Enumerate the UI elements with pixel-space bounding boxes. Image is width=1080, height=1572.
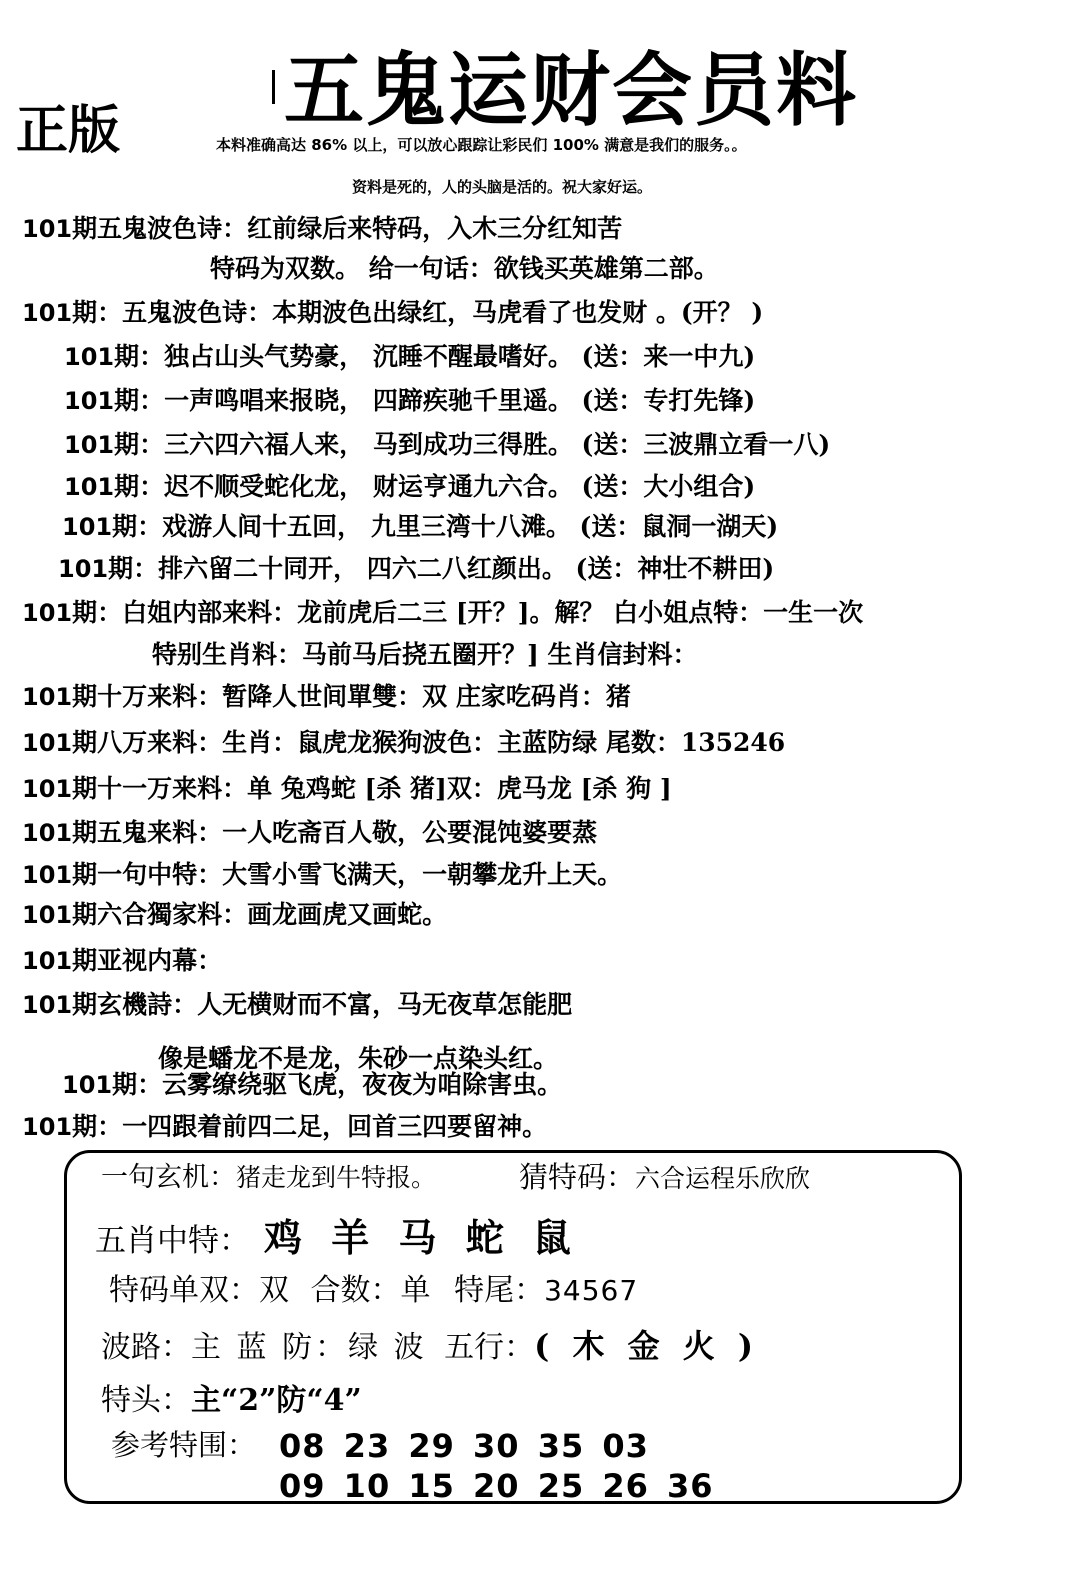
issue-number: 101 <box>22 947 73 975</box>
subtitle-luck: 资料是死的，人的头脑是活的。祝大家好运。 <box>352 178 653 196</box>
wuxing-label: 五行： <box>444 1330 535 1365</box>
danshuang-text: 双 <box>259 1273 289 1308</box>
line-text: 期：一声鸣唱来报晓， 四蹄疾驰千里遥。 (送：专打先锋) <box>114 386 756 415</box>
bolu-text: 主 蓝 防：绿 波 <box>191 1330 427 1365</box>
five-zodiac-text: 鸡 羊 马 蛇 鼠 <box>264 1215 579 1260</box>
line-10 <box>22 598 863 628</box>
bolu-label: 波路： <box>101 1330 191 1365</box>
line-text: 期十万来料：暂降人世间單雙：双 庄家吃码肖：猪 <box>72 682 631 711</box>
line-2 <box>210 254 719 284</box>
guess-text: 六合运程乐欣欣 <box>635 1164 811 1193</box>
bolu-row <box>101 1321 759 1367</box>
line-5 <box>64 386 755 416</box>
issue-number: 101 <box>22 599 73 627</box>
line-17 <box>22 900 447 930</box>
issue-number: 101 <box>64 343 115 371</box>
line-text: 期：云雾缭绕驱飞虎，夜夜为咱除害虫。 <box>112 1070 563 1099</box>
line-16 <box>22 860 622 890</box>
line-3 <box>22 298 763 328</box>
line-text: 期玄機詩：人无横财而不富，马无夜草怎能肥 <box>72 990 573 1019</box>
line-text: 期十一万来料：单 兔鸡蛇 [杀 猪]双：虎马龙 [杀 狗 ] <box>72 774 672 803</box>
subtitle-accuracy: 本料准确高达 86% 以上，可以放心跟踪让彩民们 100% 满意是我们的服务。。 <box>216 136 747 154</box>
xuanji-text: 猪走龙到牛特报。 <box>236 1163 437 1192</box>
line-14 <box>22 774 672 804</box>
line-text: 期：白姐内部来料：龙前虎后二三 [开？]。解？ 白小姐点特：一生一次 <box>72 598 864 627</box>
issue-number: 101 <box>22 683 73 711</box>
issue-number: 101 <box>64 431 115 459</box>
five-zodiac-label: 五肖中特： <box>95 1223 250 1259</box>
summary-box <box>64 1150 962 1504</box>
tetou-text: 主“2”防“4” <box>191 1383 362 1418</box>
ref-row-2: 09 10 15 20 25 26 36 <box>279 1467 714 1505</box>
ref-row-1: 08 23 29 30 35 03 <box>279 1427 649 1465</box>
issue-number: 101 <box>22 861 73 889</box>
line-22 <box>22 1112 547 1142</box>
line-15 <box>22 818 597 848</box>
line-7 <box>64 472 755 502</box>
issue-number: 101 <box>22 991 73 1019</box>
line-text: 期：一四跟着前四二足，回首三四要留神。 <box>72 1112 548 1141</box>
issue-number: 101 <box>22 215 73 243</box>
heshu-label: 合数： <box>310 1273 401 1308</box>
line-19 <box>22 990 572 1020</box>
line-text: 期：排六留二十同开， 四六二八红颜出。 (送：神壮不耕田) <box>108 554 775 583</box>
tetou-row <box>101 1375 362 1419</box>
line-6 <box>64 430 830 460</box>
line-8 <box>62 512 778 542</box>
line-9 <box>58 554 774 584</box>
xuanji-row <box>101 1155 436 1194</box>
line-text: 期：迟不顺受蛇化龙， 财运亨通九六合。 (送：大小组合) <box>114 472 756 501</box>
issue-number: 101 <box>22 901 73 929</box>
issue-number: 101 <box>62 513 113 541</box>
line-text: 期八万来料：生肖：鼠虎龙猴狗波色：主蓝防绿 尾数：135246 <box>72 728 786 757</box>
line-text: 期五鬼波色诗：红前绿后来特码，入木三分红知苦 <box>72 214 623 243</box>
line-12 <box>22 682 631 712</box>
five-zodiac-row <box>95 1207 579 1262</box>
line-11 <box>152 640 698 670</box>
line-21 <box>62 1070 562 1100</box>
line-text: 特别生肖料：马前马后挠五圈开？] 生肖信封料： <box>152 640 698 669</box>
issue-number: 101 <box>22 819 73 847</box>
special-number-row <box>109 1265 638 1309</box>
line-text: 期六合獨家料：画龙画虎又画蛇。 <box>72 900 448 929</box>
line-text: 期亚视内幕： <box>72 946 223 975</box>
title-bar-mark <box>272 70 275 104</box>
issue-number: 101 <box>22 775 73 803</box>
line-text: 特码为双数。 给一句话：欲钱买英雄第二部。 <box>210 254 719 283</box>
page-title: 五鬼运财会员料 <box>284 44 858 137</box>
line-text: 期：五鬼波色诗：本期波色出绿红，马虎看了也发财 。(开？ ) <box>72 298 764 327</box>
line-4 <box>64 342 755 372</box>
issue-number: 101 <box>22 299 73 327</box>
issue-number: 101 <box>64 387 115 415</box>
issue-number: 101 <box>22 1113 73 1141</box>
heshu-text: 单 <box>400 1273 431 1308</box>
line-text: 像是蟠龙不是龙，朱砂一点染头红。 <box>158 1044 559 1073</box>
line-text: 期五鬼来料：一人吃斋百人敬，公要混饨婆要蒸 <box>72 818 598 847</box>
guess-label: 猜特码： <box>519 1160 636 1194</box>
issue-number: 101 <box>64 473 115 501</box>
ref-label: 参考特围： <box>111 1428 257 1462</box>
tewei-text: 34567 <box>544 1274 639 1307</box>
line-13 <box>22 728 785 758</box>
zhengban-badge: 正版 <box>16 101 121 161</box>
guess-row <box>519 1155 810 1196</box>
tewei-label: 特尾： <box>454 1273 545 1308</box>
line-text: 期：戏游人间十五回， 九里三湾十八滩。 (送：鼠洞一湖天) <box>112 512 779 541</box>
line-text: 期：独占山头气势豪， 沉睡不醒最嗜好。 (送：来一中九) <box>114 342 756 371</box>
danshuang-label: 特码单双： <box>109 1273 259 1308</box>
line-1 <box>22 214 622 244</box>
issue-number: 101 <box>22 729 73 757</box>
wuxing-text: ( 木 金 火 ) <box>534 1327 760 1365</box>
line-text: 期一句中特：大雪小雪飞满天，一朝攀龙升上天。 <box>72 860 623 889</box>
issue-number: 101 <box>62 1071 113 1099</box>
line-text: 期：三六四六福人来， 马到成功三得胜。 (送：三波鼎立看一八) <box>114 430 831 459</box>
line-18 <box>22 946 222 976</box>
tetou-label: 特头： <box>101 1383 191 1418</box>
issue-number: 101 <box>58 555 109 583</box>
xuanji-label: 一句玄机： <box>101 1162 236 1193</box>
